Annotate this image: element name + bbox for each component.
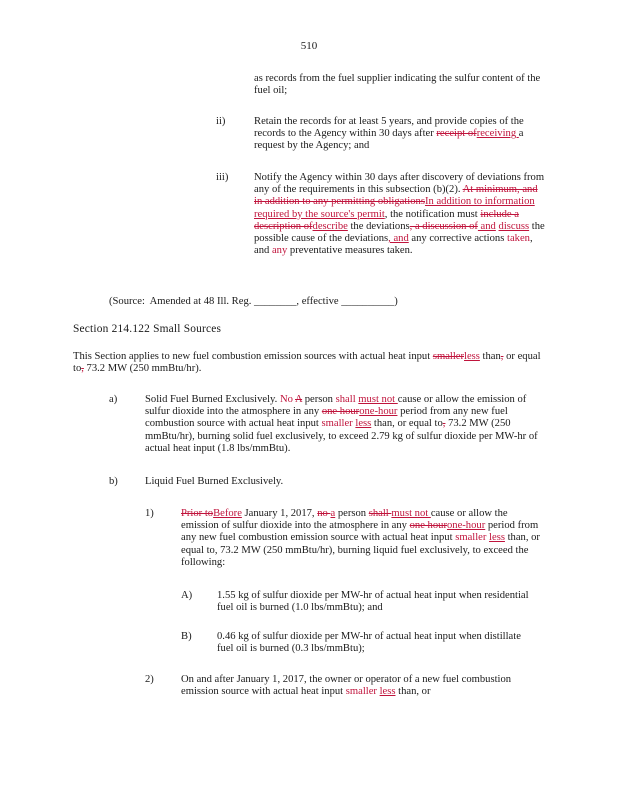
item-b-marker: b): [109, 476, 118, 487]
text-run: a request by the Agency; and: [254, 128, 524, 152]
item-B-text: 0.46 kg of sulfur dioxide per MW-hr of actual heat input when distillate fuel oil is burned (0.3 lbs/mmBtu);: [217, 631, 521, 655]
item-A-marker: A): [181, 590, 193, 601]
deleted-text: At minimum, and in addition to any permitting obligations: [254, 184, 538, 208]
text-run: than, or: [395, 686, 431, 698]
text-run: person: [335, 508, 369, 519]
item-b-heading: Liquid Fuel Burned Exclusively.: [145, 476, 284, 487]
deleted-text: ,: [442, 418, 446, 430]
item-iii-marker: iii): [216, 172, 229, 183]
text-run: cause or allow the emission of sulfur dioxide into the atmosphere in any: [181, 508, 508, 532]
deleted-text: one hour: [321, 406, 360, 418]
text-run: January 1, 2017,: [241, 508, 318, 519]
inserted-text: less: [355, 418, 372, 430]
amended-text: shall: [335, 394, 356, 405]
inserted-text: one-hour: [359, 406, 398, 418]
section-heading: Section 214.122 Small Sources: [73, 323, 222, 335]
text-run: or equal to: [73, 351, 541, 375]
text-run: period from any new fuel combustion source with actual heat input: [145, 406, 508, 430]
amended-text: smaller: [321, 418, 353, 430]
inserted-text: less: [489, 532, 505, 544]
amended-text: taken: [507, 233, 530, 245]
text-run: This Section applies to new fuel combustion emission sources with actual heat input: [73, 351, 433, 362]
inserted-text: a: [330, 508, 336, 519]
inserted-text: receiving: [476, 128, 519, 140]
deleted-text: smaller: [432, 351, 465, 362]
item-a-marker: a): [109, 394, 118, 405]
text-run: Notify the Agency within 30 days after discovery of deviations from any of the requirements in this subsection (b)(2).: [254, 172, 545, 196]
intro-paragraph: [73, 351, 553, 375]
inserted-text: and: [477, 220, 496, 232]
deleted-text: one hour: [409, 520, 447, 532]
deleted-text: ,: [81, 363, 84, 375]
item-b1-text: [181, 508, 547, 569]
deleted-text: Prior to: [181, 508, 214, 519]
text-run: On and after January 1, 2017, the owner or operator of a new fuel combustion emission source with actual heat input: [181, 674, 512, 698]
text-run: , the notification must: [384, 208, 481, 220]
inserted-text: describe: [312, 220, 348, 232]
deleted-text: shall: [368, 508, 392, 519]
amended-text: smaller: [455, 532, 487, 544]
inserted-text: less: [464, 351, 480, 362]
text-run: 73.2 MW (250 mmBtu/hr).: [83, 363, 202, 375]
inserted-text: Before: [213, 508, 242, 519]
inserted-text: , and: [388, 233, 409, 245]
item-iii-text: [254, 172, 548, 257]
text-run: 73.2 MW (250 mmBtu/hr), burning solid fuel exclusively, to exceed 2.79 kg of sulfur dioxide per MW-hr of actual heat input (1.8 lbs/mmBtu).: [145, 418, 538, 454]
deleted-text: ,: [500, 351, 504, 362]
inserted-text: less: [379, 686, 396, 698]
item-a-heading: Solid Fuel Burned Exclusively.: [145, 394, 278, 405]
text-run: Retain the records for at least 5 years, and provide copies of the records to the Agency within 30 days after: [254, 116, 524, 140]
deleted-text: A: [295, 394, 303, 405]
text-run: than: [479, 351, 501, 362]
inserted-text: discuss: [498, 220, 530, 232]
item-ii-text: [254, 116, 552, 153]
amended-text: any: [271, 245, 288, 257]
inserted-text: In addition to information required by the source's permit: [254, 196, 535, 220]
page-number: 510: [300, 40, 318, 52]
text-run: cause or allow the emission of sulfur dioxide into the atmosphere in any: [145, 394, 527, 418]
inserted-text: must not: [391, 508, 431, 519]
text-run: , and: [254, 233, 533, 257]
text-run: preventative measures taken.: [287, 245, 413, 257]
item-ii-marker: ii): [216, 116, 226, 127]
item-B-marker: B): [181, 631, 192, 642]
continuation-text: [254, 73, 554, 97]
text-run: person: [302, 394, 336, 405]
source-note: (Source: Amended at 48 Ill. Reg. ________, effective __________): [109, 296, 398, 307]
continuation-text-body: as records from the fuel supplier indicating the sulfur content of the fuel oil;: [254, 73, 541, 97]
deleted-text: include a description of: [254, 208, 519, 232]
amended-text: smaller: [345, 686, 377, 698]
item-b2-text: [181, 674, 527, 698]
text-run: the possible cause of the deviations: [254, 220, 545, 245]
deleted-text: no: [317, 508, 331, 519]
text-run: the deviations: [347, 220, 410, 232]
text-run: period from any new fuel combustion emission source with actual heat input: [181, 520, 539, 544]
deleted-text: receipt of: [436, 128, 477, 140]
inserted-text: must not: [358, 394, 398, 405]
deleted-text: , a discussion of: [409, 220, 478, 232]
amended-text: No: [277, 394, 295, 405]
text-run: than, or equal to, 73.2 MW (250 mmBtu/hr), burning liquid fuel exclusively, to exceed the following:: [181, 532, 540, 568]
item-A-text: 1.55 kg of sulfur dioxide per MW-hr of actual heat input when residential fuel oil is burned (1.0 lbs/mmBtu); and: [217, 590, 529, 614]
item-b1-marker: 1): [145, 508, 154, 519]
item-a-text: [145, 394, 549, 455]
text-run: than, or equal to: [371, 418, 443, 430]
text-run: any corrective actions: [408, 233, 507, 245]
item-b2-marker: 2): [145, 674, 154, 685]
inserted-text: one-hour: [446, 520, 486, 532]
